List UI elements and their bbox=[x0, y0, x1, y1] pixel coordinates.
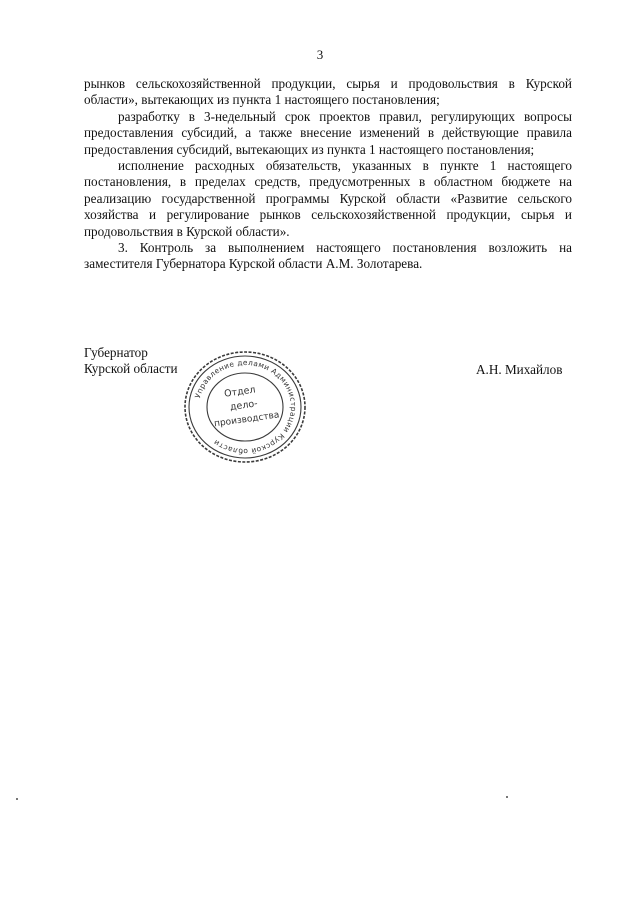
paragraph-expenditure-obligations: исполнение расходных обязательств, указанных в пункте 1 настоящего постановления, в пределах средств, предусмотренных в областном бюджете на реализацию государственной программы Курской области «Развитие сельского хозяйства и регулирование рынков сельскохозяйственной продукции, сырья и продовольствия в Курской области». bbox=[84, 158, 572, 239]
stamp-center-line1: Отдел bbox=[223, 384, 257, 400]
paragraph-rules-development: разработку в 3-недельный срок проектов правил, регулирующих вопросы предоставления субсидий, а также внесение изменений в действующие правила предоставления субсидий, вытекающих из пункта 1 настоящего постановления; bbox=[84, 108, 572, 157]
paragraph-control: 3. Контроль за выполнением настоящего постановления возложить на заместителя Губернатора Курской области А.М. Золотарева. bbox=[84, 240, 572, 272]
paragraph-continuation: рынков сельскохозяйственной продукции, сырья и продовольствия в Курской области», вытекающих из пункта 1 настоящего постановления; bbox=[84, 76, 572, 108]
round-stamp-icon bbox=[182, 348, 308, 466]
scan-artifact bbox=[16, 798, 18, 800]
stamp-center-line2: дело- bbox=[229, 398, 259, 414]
signature-name: А.Н. Михайлов bbox=[476, 362, 563, 377]
stamp-outer-text: Управление делами Администрации Курской области bbox=[193, 357, 299, 457]
signature-position bbox=[84, 345, 178, 378]
page-number: 3 bbox=[316, 47, 324, 62]
stamp-center-line3: производства bbox=[213, 410, 281, 430]
document-body bbox=[84, 76, 572, 273]
signature-position-line2: Курской области bbox=[84, 361, 178, 377]
scan-artifact bbox=[506, 796, 508, 798]
signature-position-line1: Губернатор bbox=[84, 345, 148, 360]
